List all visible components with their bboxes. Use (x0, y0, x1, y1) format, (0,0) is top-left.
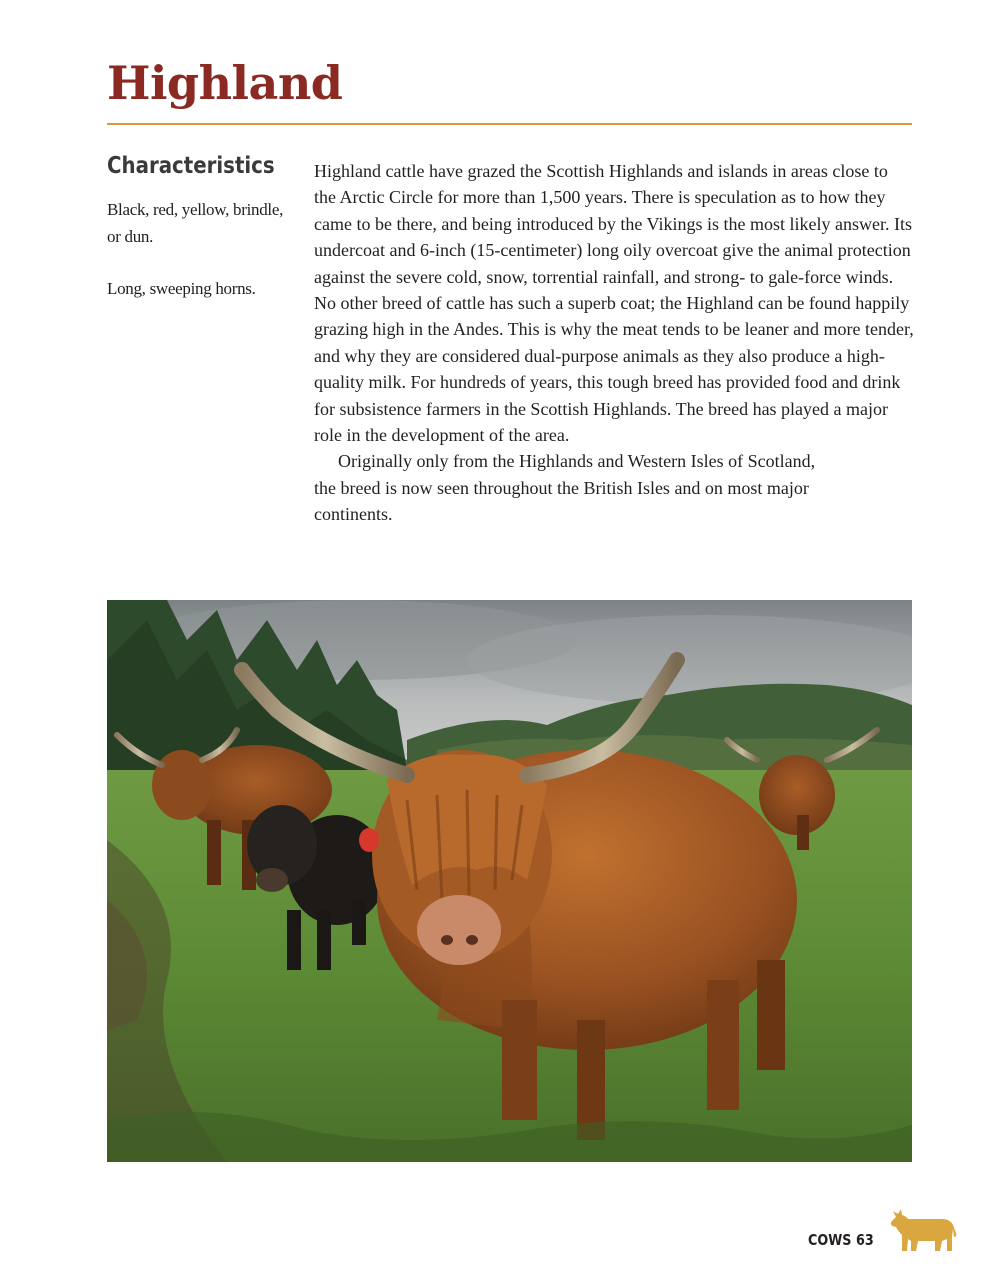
characteristics-heading: Characteristics (107, 153, 275, 179)
title-divider (107, 123, 912, 125)
body-paragraph: Originally only from the Highlands and Western Isles of Scotland, the breed is now seen throughout the British Isles and on most major continents. (314, 451, 816, 525)
cow-icon (890, 1203, 960, 1255)
characteristic-colors: Black, red, yellow, brindle, or dun. (107, 200, 284, 246)
body-text (314, 158, 914, 528)
body-paragraph: Highland cattle have grazed the Scottish Highlands and islands in areas close to the Arctic Circle for more than 1,500 years. There is speculation as to how they came to be there, and being introduced by the Vikings is the most likely answer. Its undercoat and 6-inch (15-centimeter) long oily overcoat give the animal protection against the severe cold, snow, torrential rainfall, and strong- to gale-force winds. No other breed of cattle has such a superb coat; the Highland can be found happily grazing high in the Andes. This is why the meat tends to be leaner and more tender, and why they are considered dual-purpose animals as they also produce a high-quality milk. For hundreds of years, this tough breed has provided food and drink for subsistence farmers in the Scottish Highlands. The breed has played a major role in the development of the area. (314, 161, 914, 446)
section-label: COWS (808, 1231, 852, 1249)
characteristics-sidebar (107, 153, 297, 329)
characteristic-horns: Long, sweeping horns. (107, 279, 256, 298)
page-footer (808, 1231, 884, 1249)
highland-cattle-photo (107, 600, 912, 1162)
page-number: 63 (856, 1231, 874, 1249)
page-title: Highland (107, 56, 343, 110)
